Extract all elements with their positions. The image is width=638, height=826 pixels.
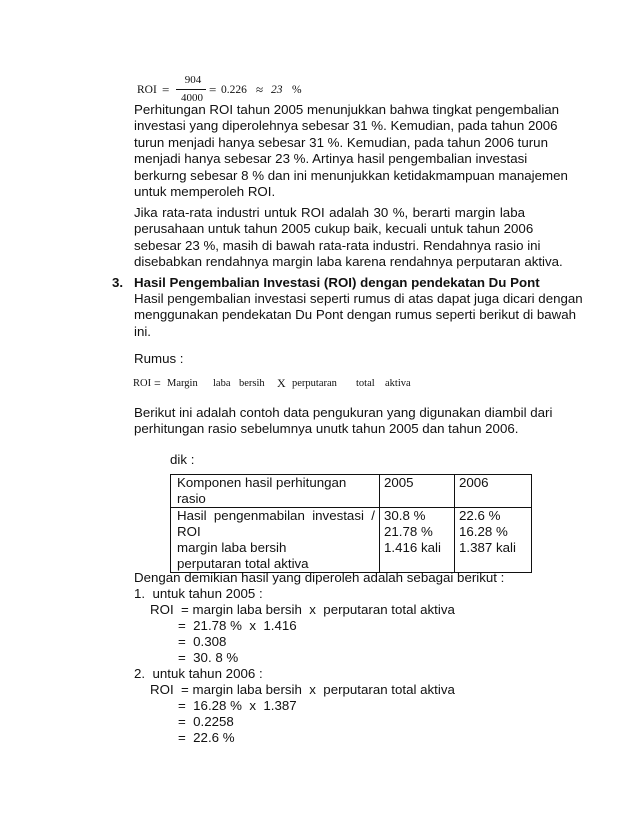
table-cell-2005	[380, 508, 455, 573]
formula-eq: =	[162, 82, 170, 97]
calc-line: = 0.2258	[178, 714, 234, 729]
formula2-term: bersih	[239, 378, 265, 389]
text-line: Perhitungan ROI tahun 2005 menunjukkan bahwa tingkat pengembalian	[134, 102, 560, 117]
formula-unit: %	[292, 84, 302, 96]
formula-lhs: ROI	[137, 84, 157, 96]
text-line: ini.	[134, 323, 151, 339]
cell-line: 16.28 %	[459, 524, 508, 539]
table-header-row	[171, 475, 532, 508]
dik-label: dik :	[170, 452, 195, 467]
formula-numerator: 904	[184, 74, 202, 86]
text-line: Jika rata-rata industri untuk ROI adalah 30 %, berarti margin laba	[134, 205, 525, 220]
text-line: turun menjadi hanya sebesar 31 %. Kemudian, pada tahun 2006 turun	[134, 134, 548, 150]
paragraph-example-data	[134, 405, 553, 438]
calc-label: 2. untuk tahun 2006 :	[134, 666, 263, 681]
calc-line: ROI = margin laba bersih x perputaran total aktiva	[150, 682, 455, 697]
formula2-lhs: ROI	[133, 378, 152, 389]
formula2-op: X	[277, 376, 286, 390]
text-line: investasi yang diperolehnya sebesar 31 %. Kemudian, pada tahun 2006	[134, 118, 558, 134]
cell-line: ROI	[177, 524, 201, 539]
table-cell-components	[171, 508, 380, 573]
calc-line: ROI = margin laba bersih x perputaran total aktiva	[150, 602, 455, 617]
cell-line: perputaran total aktiva	[177, 556, 309, 571]
cell-line: 30.8 %	[384, 508, 426, 523]
formula2-term: total	[356, 378, 375, 389]
formula-approx: ≈	[256, 82, 264, 97]
cell-line: 21.78 %	[384, 524, 433, 539]
paragraph-roi-analysis	[134, 102, 568, 200]
formula2-term: aktiva	[385, 378, 411, 389]
cell-line: margin laba bersih	[177, 540, 287, 555]
ratio-table	[170, 474, 532, 573]
conclusion-intro: Dengan demikian hasil yang diperoleh adalah sebagai berikut :	[134, 570, 505, 585]
calc-line: = 16.28 % x 1.387	[178, 698, 297, 713]
paragraph-industry-average	[134, 205, 563, 271]
table-row	[171, 508, 532, 573]
text-line: perusahaan untuk tahun 2005 cukup baik, kecuali untuk tahun 2006	[134, 221, 534, 237]
formula-eq2: =	[209, 82, 217, 97]
text-line: menggunakan pendekatan Du Pont dengan rumus seperti berikut di bawah	[134, 307, 577, 323]
table-header: 2005	[380, 475, 455, 508]
table-cell-2006	[455, 508, 532, 573]
cell-line: Hasil pengenmabilan investasi /	[177, 508, 375, 523]
text-line: untuk memperoleh ROI.	[134, 184, 276, 200]
text-line: Berikut ini adalah contoh data pengukuran yang digunakan diambil dari	[134, 405, 553, 420]
formula2-eq: =	[154, 376, 161, 390]
calc-line: = 30. 8 %	[178, 650, 239, 665]
table-header: Komponen hasil perhitungan rasio	[171, 475, 380, 508]
fraction-bar	[176, 89, 206, 90]
text-line: Hasil pengembalian investasi seperti rumus di atas dapat juga dicari dengan	[134, 291, 583, 306]
calc-line: = 21.78 % x 1.416	[178, 618, 297, 633]
cell-line: 1.387 kali	[459, 540, 516, 555]
cell-line: 1.416 kali	[384, 540, 441, 555]
text-line: menjadi hanya sebesar 23 %. Artinya hasil pengembalian investasi	[134, 151, 528, 167]
formula-denominator: 4000	[181, 92, 203, 104]
calc-line: = 22.6 %	[178, 730, 235, 745]
formula2-term: perputaran	[292, 378, 337, 389]
formula2-term: Margin	[167, 378, 198, 389]
section-number: 3.	[112, 275, 124, 290]
section-title: Hasil Pengembalian Investasi (ROI) dengan pendekatan Du Pont	[134, 275, 540, 290]
formula2-term: laba	[213, 378, 231, 389]
formula-value: 0.226	[221, 84, 247, 96]
calc-line: = 0.308	[178, 634, 227, 649]
text-line: disebabkan rendahnya margin laba karena rendahnya perputaran aktiva.	[134, 254, 563, 270]
section-intro	[134, 291, 583, 340]
rumus-label: Rumus :	[134, 351, 184, 366]
formula-result: 23	[271, 84, 283, 96]
text-line: sebesar 23 %, masih di bawah rata-rata industri. Rendahnya rasio ini	[134, 237, 541, 253]
text-line: perhitungan rasio sebelumnya unutk tahun 2005 dan tahun 2006.	[134, 421, 519, 437]
table-header: 2006	[455, 475, 532, 508]
text-line: berkurng sebesar 8 % dan ini menunjukkan ketidakmampuan manajemen	[134, 167, 568, 183]
calc-label: 1. untuk tahun 2005 :	[134, 586, 263, 601]
cell-line: 22.6 %	[459, 508, 501, 523]
